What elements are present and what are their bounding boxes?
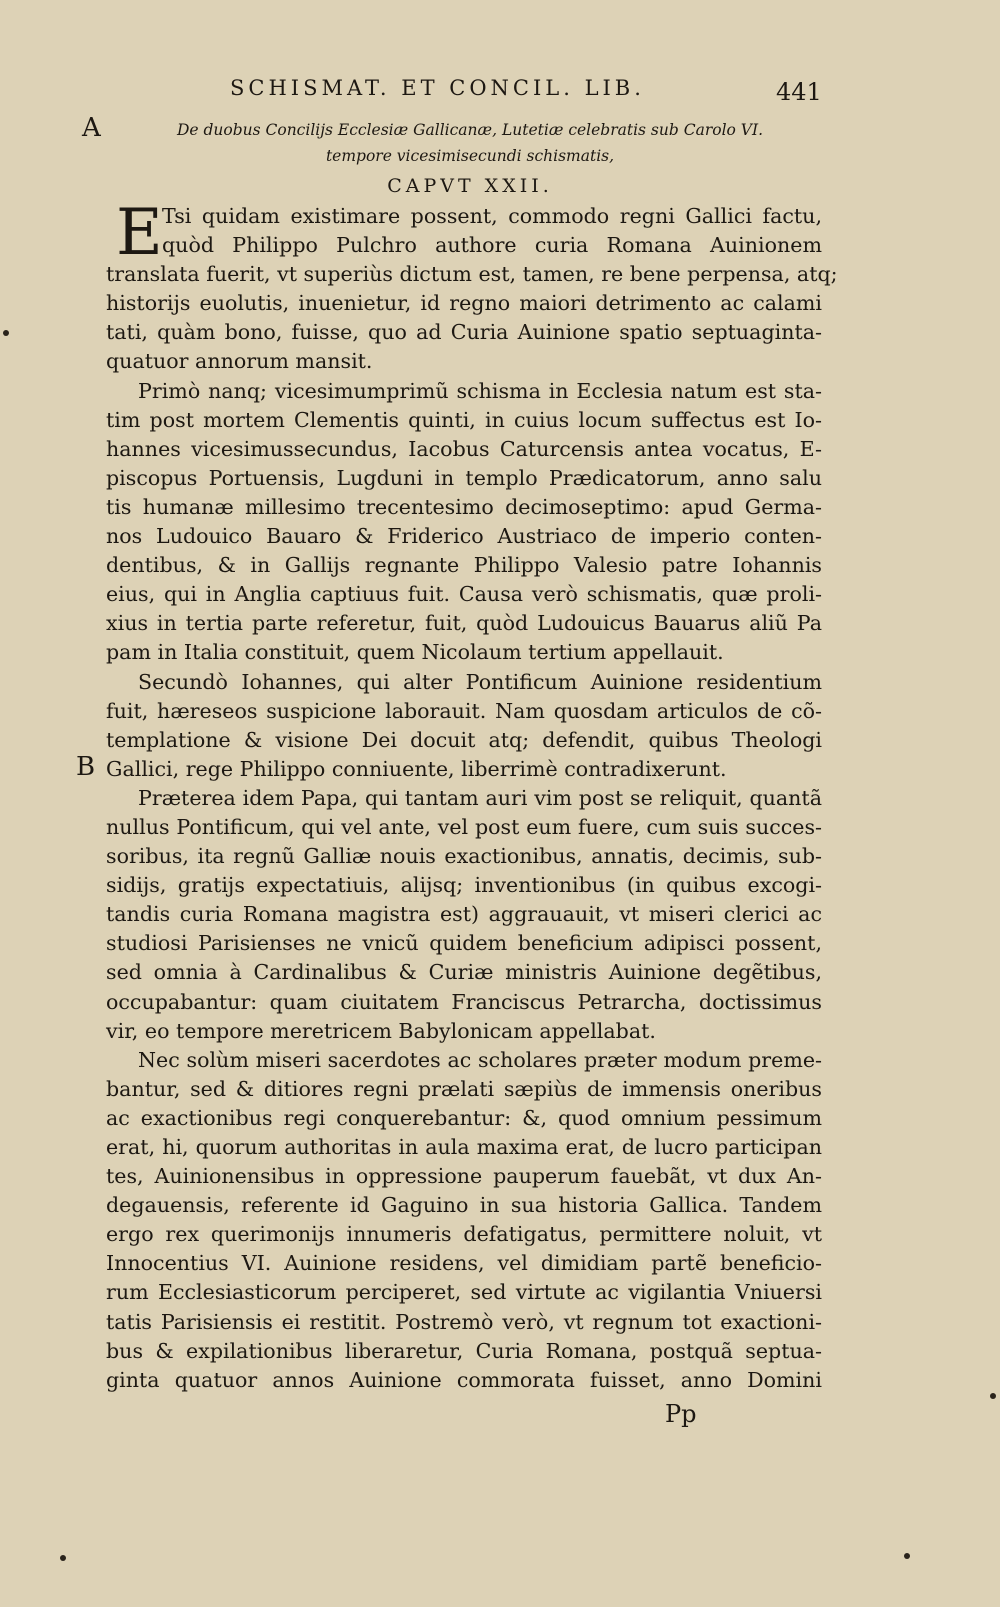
text-line: pam in Italia constituit, quem Nicolaum tertium appellauit. [106, 640, 724, 665]
text-line: tandis curia Romana magistra est) aggrauauit, vt miseri clerici ac [106, 902, 822, 927]
text-line: sed omnia à Cardinalibus & Curiæ ministris Auinione degẽtibus, [106, 960, 822, 985]
text-line: nos Ludouico Bauaro & Friderico Austriaco de imperio conten- [106, 524, 822, 549]
running-head: SCHISMAT. ET CONCIL. LIB. [230, 76, 645, 100]
text-line: Innocentius VI. Auinione residens, vel dimidiam partẽ beneficio- [106, 1251, 822, 1276]
text-line: quòd Philippo Pulchro authore curia Romana Auinionem [162, 233, 822, 258]
text-line: ergo rex querimonijs innumeris defatigatus, permittere noluit, vt [106, 1222, 822, 1247]
text-line: tis humanæ millesimo trecentesimo decimoseptimo: apud Germa- [106, 494, 822, 519]
text-line: ginta quatuor annos Auinione commorata fuisset, anno Domini [106, 1367, 822, 1392]
text-line: tati, quàm bono, fuisse, quo ad Curia Auinione spatio septuaginta- [106, 320, 822, 345]
text-line: tes, Auinionensibus in oppressione pauperum fauebãt, vt dux An- [106, 1164, 822, 1189]
text-line: Tsi quidam existimare possent, commodo regni Gallici factu, [162, 204, 822, 228]
text-line: Gallici, rege Philippo conniuente, liberrimè contradixerunt. [106, 756, 727, 781]
ink-spot [904, 1553, 910, 1559]
text-line: tatis Parisiensis ei restitit. Postremò verò, vt regnum tot exactioni- [106, 1309, 822, 1334]
text-line: quatuor annorum mansit. [106, 349, 373, 374]
text-line: Nec solùm miseri sacerdotes ac scholares præter modum preme- [138, 1047, 822, 1072]
text-line: piscopus Portuensis, Lugduni in templo Prædicatorum, anno salu [106, 465, 822, 490]
text-line: sidijs, gratijs expectatiuis, alijsq; inventionibus (in quibus excogi- [106, 873, 822, 898]
text-line: ac exactionibus regi conquerebantur: &, quod omnium pessimum [106, 1105, 822, 1130]
margin-letter-b: B [76, 752, 96, 782]
text-line: bantur, sed & ditiores regni prælati sæpiùs de immensis oneribus [106, 1076, 822, 1101]
subtitle-line: tempore vicesimisecundi schismatis, [325, 147, 615, 165]
text-line: Secundò Iohannes, qui alter Pontificum Auinione residentium [138, 669, 822, 694]
page-number: 441 [776, 78, 822, 106]
text-line: vir, eo tempore meretricem Babylonicam appellabat. [106, 1018, 656, 1043]
text-line: eius, qui in Anglia captiuus fuit. Causa verò schismatis, quæ proli- [106, 582, 822, 607]
body-text [106, 196, 838, 1395]
text-line: soribus, ita regnũ Galliæ nouis exactionibus, annatis, decimis, sub- [106, 844, 822, 869]
ink-spot [60, 1555, 66, 1561]
text-line: Primò nanq; vicesimumprimũ schisma in Ecclesia natum est sta- [138, 378, 822, 403]
text-line: rum Ecclesiasticorum perciperet, sed virtute ac vigilantia Vniuersi [106, 1280, 822, 1305]
text-line: xius in tertia parte referetur, fuit, quòd Ludouicus Bauarus aliũ Pa [106, 611, 822, 636]
chapter-heading: CAPVT XXII. [387, 175, 553, 197]
chapter-subtitle [110, 117, 830, 169]
ink-spot [3, 330, 9, 336]
text-line: templatione & visione Dei docuit atq; defendit, quibus Theologi [106, 727, 822, 752]
text-line: bus & expilationibus liberaretur, Curia Romana, postquã septua- [106, 1338, 822, 1363]
text-line: nullus Pontificum, qui vel ante, vel post eum fuere, cum suis succes- [106, 814, 822, 839]
text-line: occupabantur: quam ciuitatem Franciscus Petrarcha, doctissimus [106, 989, 822, 1014]
catchword: Pp [665, 1400, 697, 1428]
text-line: hannes vicesimussecundus, Iacobus Caturcensis antea vocatus, E- [106, 436, 822, 461]
text-line: fuit, hæreseos suspicione laborauit. Nam quosdam articulos de cõ- [106, 698, 822, 723]
text-line: translata fuerit, vt superiùs dictum est, tamen, re bene perpensa, atq; [106, 262, 838, 287]
text-line: erat, hi, quorum authoritas in aula maxima erat, de lucro participan [106, 1135, 822, 1159]
text-line: tim post mortem Clementis quinti, in cuius locum suffectus est Io- [106, 407, 822, 432]
text-line: studiosi Parisienses ne vnicũ quidem beneficium adipisci possent, [106, 931, 822, 956]
text-line: historijs euolutis, inuenietur, id regno maiori detrimento ac calami [106, 291, 822, 316]
drop-capital: E [116, 196, 163, 270]
ink-spot [990, 1393, 996, 1399]
subtitle-line: De duobus Concilijs Ecclesiæ Gallicanæ, Lutetiæ celebratis sub Carolo VI. [176, 121, 764, 139]
text-line: dentibus, & in Gallijs regnante Philippo Valesio patre Iohannis [106, 553, 822, 578]
margin-letter-a: A [82, 113, 101, 143]
text-line: degauensis, referente id Gaguino in sua historia Gallica. Tandem [106, 1193, 822, 1218]
text-line: Præterea idem Papa, qui tantam auri vim post se reliquit, quantã [138, 785, 822, 810]
